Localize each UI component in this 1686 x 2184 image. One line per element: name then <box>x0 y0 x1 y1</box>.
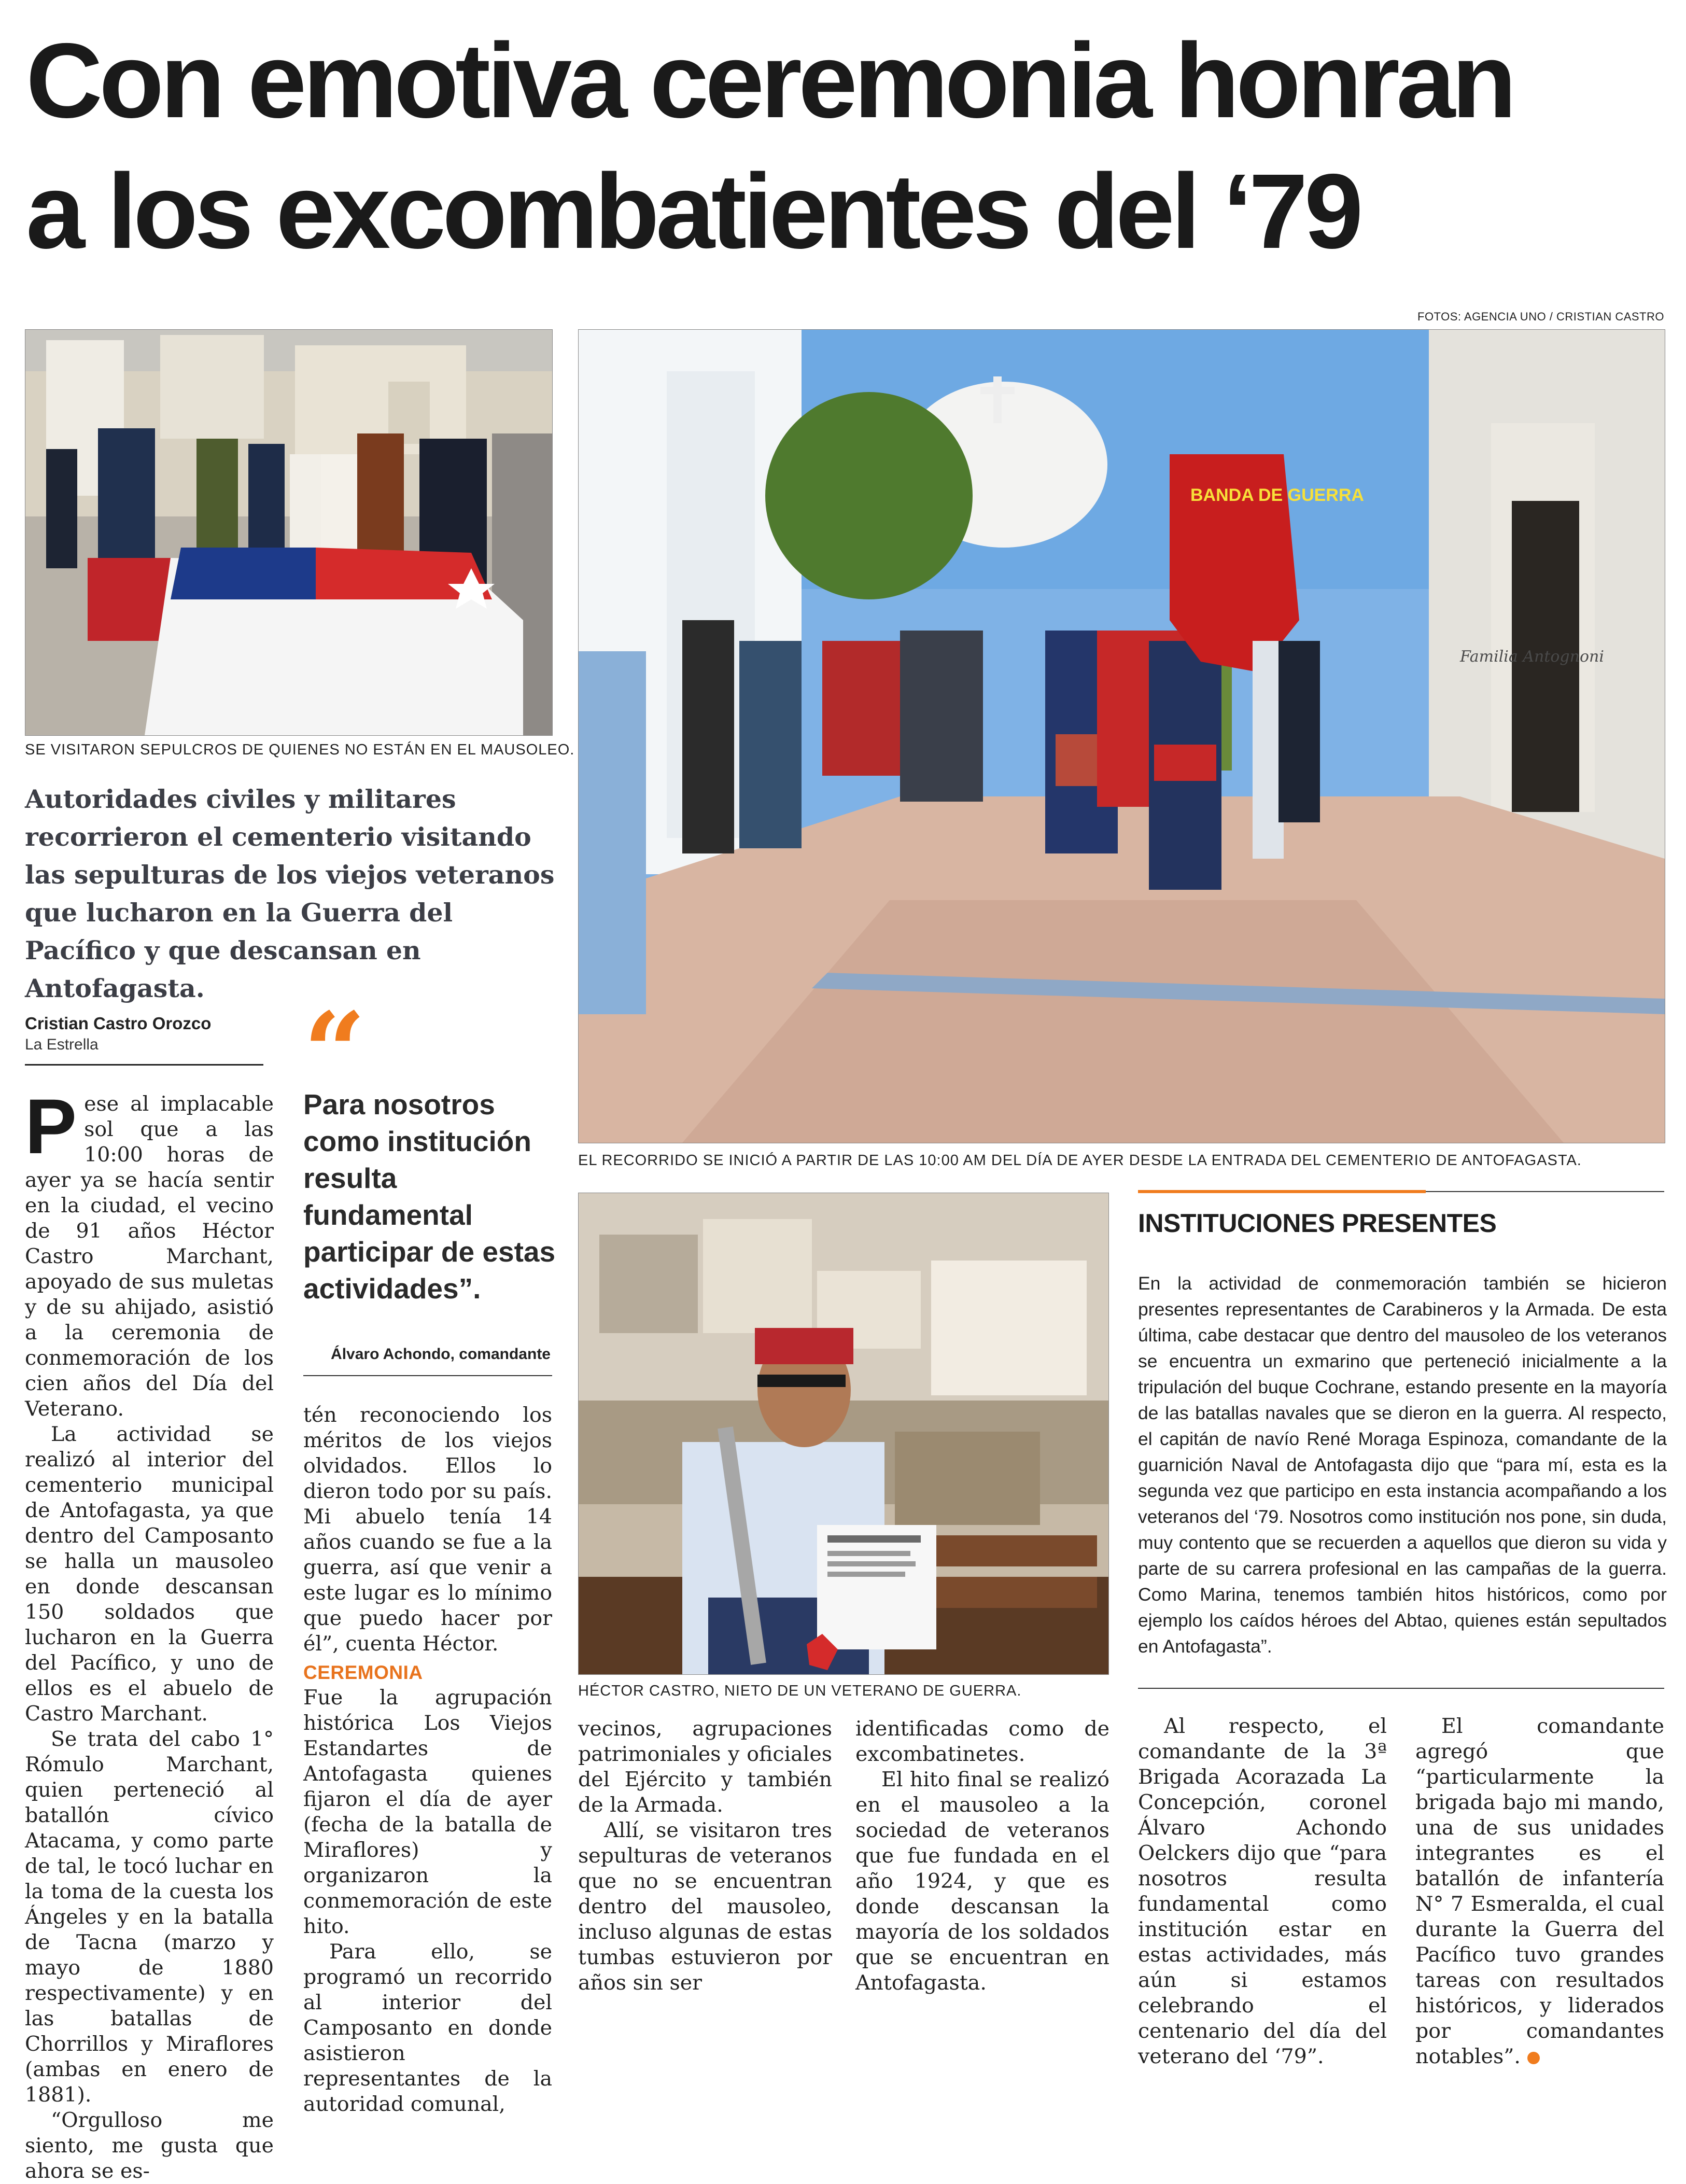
body-column-6 <box>1415 1714 1664 2069</box>
byline-divider <box>25 1064 263 1066</box>
pull-quote: Para nosotros como institución resulta fundamental participar de estas actividades”. <box>303 1088 556 1305</box>
paragraph: Se trata del cabo 1° Rómulo Marchant, quien perteneció al batallón cívico Atacama, y como parte de tal, le tocó luchar en la toma de la cuesta los Ángeles y en la batalla de Tacna (marzo y mayo de 1880 respectivamente) y en las batallas de Chorrillos y Miraflores (ambas en enero de 1881). <box>25 1727 274 2107</box>
pull-quote-attribution: Álvaro Achondo, comandante <box>331 1346 551 1363</box>
box-title: INSTITUCIONES PRESENTES <box>1138 1209 1497 1238</box>
paragraph: identificadas como de excombatinetes. <box>855 1717 1109 1766</box>
paragraph: El hito final se realizó en el mausoleo a la sociedad de veteranos que fue fundada en el año 1924, y que es donde descansan la mayoría de los soldados que se encuentran en Antofagasta. <box>855 1768 1109 1995</box>
photo-procession <box>578 329 1665 1143</box>
banner-text: BANDA DE GUERRA <box>1190 485 1364 505</box>
pull-quote-divider <box>303 1375 552 1376</box>
body-column-1 <box>25 1083 274 2184</box>
paragraph: vecinos, agrupaciones patrimoniales y oficiales del Ejército y también de la Armada. <box>578 1717 832 1817</box>
headline-line-1: Con emotiva ceremonia honran <box>26 21 1513 140</box>
headline-line-2: a los excombatientes del ‘79 <box>26 152 1360 271</box>
photo-hector-castro <box>578 1193 1109 1675</box>
drop-cap: P <box>25 1083 77 1170</box>
byline-name: Cristian Castro Orozco <box>25 1014 212 1033</box>
body-column-3 <box>578 1716 832 1996</box>
deck: Autoridades civiles y militares recorrieron el cementerio visitando las sepulturas de los viejos veteranos que lucharon en la Guerra del Pacífico y que descansan en Antofagasta. <box>25 784 555 1003</box>
photo-credit: FOTOS: AGENCIA UNO / CRISTIAN CASTRO <box>1417 310 1664 323</box>
paragraph: Al respecto, el comandante de la 3ª Brigada Acorazada La Concepción, coronel Álvaro Achondo Oelckers dijo que “para nosotros resulta fundamental como institución estar en estas actividades, más aún si estamos celebrando el centenario del día del veterano del ‘79”. <box>1138 1714 1387 2068</box>
quote-mark-icon: “ <box>303 988 357 1116</box>
tomb-plaque-text: Familia Antognoni <box>1460 648 1604 666</box>
photo-3-caption: HÉCTOR CASTRO, NIETO DE UN VETERANO DE GUERRA. <box>578 1683 1022 1699</box>
body-column-4 <box>855 1716 1109 1996</box>
paragraph: tén reconociendo los méritos de los viejos olvidados. Ellos lo dieron todo por su país. Mi abuelo tenía 14 años cuando se fue a la guerra, así que venir a este lugar es lo mínimo que puedo hacer por él”, cuenta Héctor. <box>303 1403 552 1656</box>
headline <box>26 16 1664 277</box>
paragraph: “Orgulloso me siento, me gusta que ahora se es- <box>25 2108 274 2183</box>
end-star-icon: ✪ <box>1527 2052 1540 2064</box>
paragraph-text: El comandante agregó que “particularmente la brigada bajo mi mando, una de sus unidades integrantes es el batallón de infantería N° 7 Esmeralda, el cual durante la Guerra del Pacífico tuvo grandes tareas con resultados históricos, y liderados por comandantes notables”. <box>1415 1714 1664 2068</box>
box-top-rule <box>1426 1191 1664 1192</box>
paragraph: Allí, se visitaron tres sepulturas de veteranos que no se encuentran dentro del mausoleo, incluso algunas de estas tumbas estuvieron por años sin ser <box>578 1818 832 1995</box>
photo-flag-ceremony-image <box>25 330 552 735</box>
box-accent-rule <box>1138 1190 1426 1193</box>
photo-flag-ceremony <box>25 329 553 736</box>
photo-hector-castro-image <box>579 1193 1108 1674</box>
body-column-2 <box>303 1403 552 2117</box>
photo-1-caption: SE VISITARON SEPULCROS DE QUIENES NO ESTÁN EN EL MAUSOLEO. <box>25 741 575 758</box>
body-column-5 <box>1138 1714 1387 2069</box>
paragraph <box>1415 1714 1664 2069</box>
photo-procession-image <box>579 330 1665 1143</box>
paragraph: La actividad se realizó al interior del cementerio municipal de Antofagasta, ya que dentro del Camposanto se halla un mausoleo en donde descansan 150 soldados que lucharon en la Guerra del Pacífico, y uno de ellos es el abuelo de Castro Marchant. <box>25 1422 274 1726</box>
paragraph-text: ese al implacable sol que a las 10:00 horas de ayer ya se hacía sentir en la ciudad, el vecino de 91 años Héctor Castro Marchant, apoyado de sus muletas y de su ahijado, asistió a la ceremonia de conmemoración de los cien años del Día del Veterano. <box>25 1092 274 1421</box>
subhead-ceremonia: CEREMONIA <box>303 1662 423 1683</box>
box-text: En la actividad de conmemoración también se hicieron presentes representantes de Carabineros y la Armada. De esta última, cabe destacar que dentro del mausoleo de los veteranos se encuentra un exmarino que perteneció inicialmente a la tripulación del buque Cochrane, estando presente en la mayoría de las batallas navales que se dieron en la guerra. Al respecto, el capitán de navío René Moraga Espinoza, comandante de la guarnición Naval de Antofagasta dijo que “para mí, esta es la segunda vez que participo en esta instancia acompañando a los veteranos del ‘79. Nosotros como institución nos pone, sin duda, muy contento que se recuerden a aquellos que dieron su vida y parte de su carrera profesional en las campañas de la guerra. Como Marina, tenemos también hitos históricos, como por ejemplo los caídos héroes del Abtao, quienes están sepultados en Antofagasta”. <box>1138 1273 1667 1657</box>
byline-paper: La Estrella <box>25 1036 99 1053</box>
photo-2-caption: EL RECORRIDO SE INICIÓ A PARTIR DE LAS 10:00 AM DEL DÍA DE AYER DESDE LA ENTRADA DEL CEMENTERIO DE ANTOFAGASTA. <box>578 1152 1582 1169</box>
paragraph: Para ello, se programó un recorrido al interior del Camposanto en donde asistieron representantes de la autoridad comunal, <box>303 1940 552 2116</box>
paragraph: Fue la agrupación histórica Los Viejos Estandartes de Antofagasta quienes fijaron el día de ayer (fecha de la batalla de Miraflores) y organizaron la conmemoración de este hito. <box>303 1686 552 1938</box>
paragraph <box>25 1083 274 1422</box>
box-bottom-rule <box>1138 1688 1664 1689</box>
